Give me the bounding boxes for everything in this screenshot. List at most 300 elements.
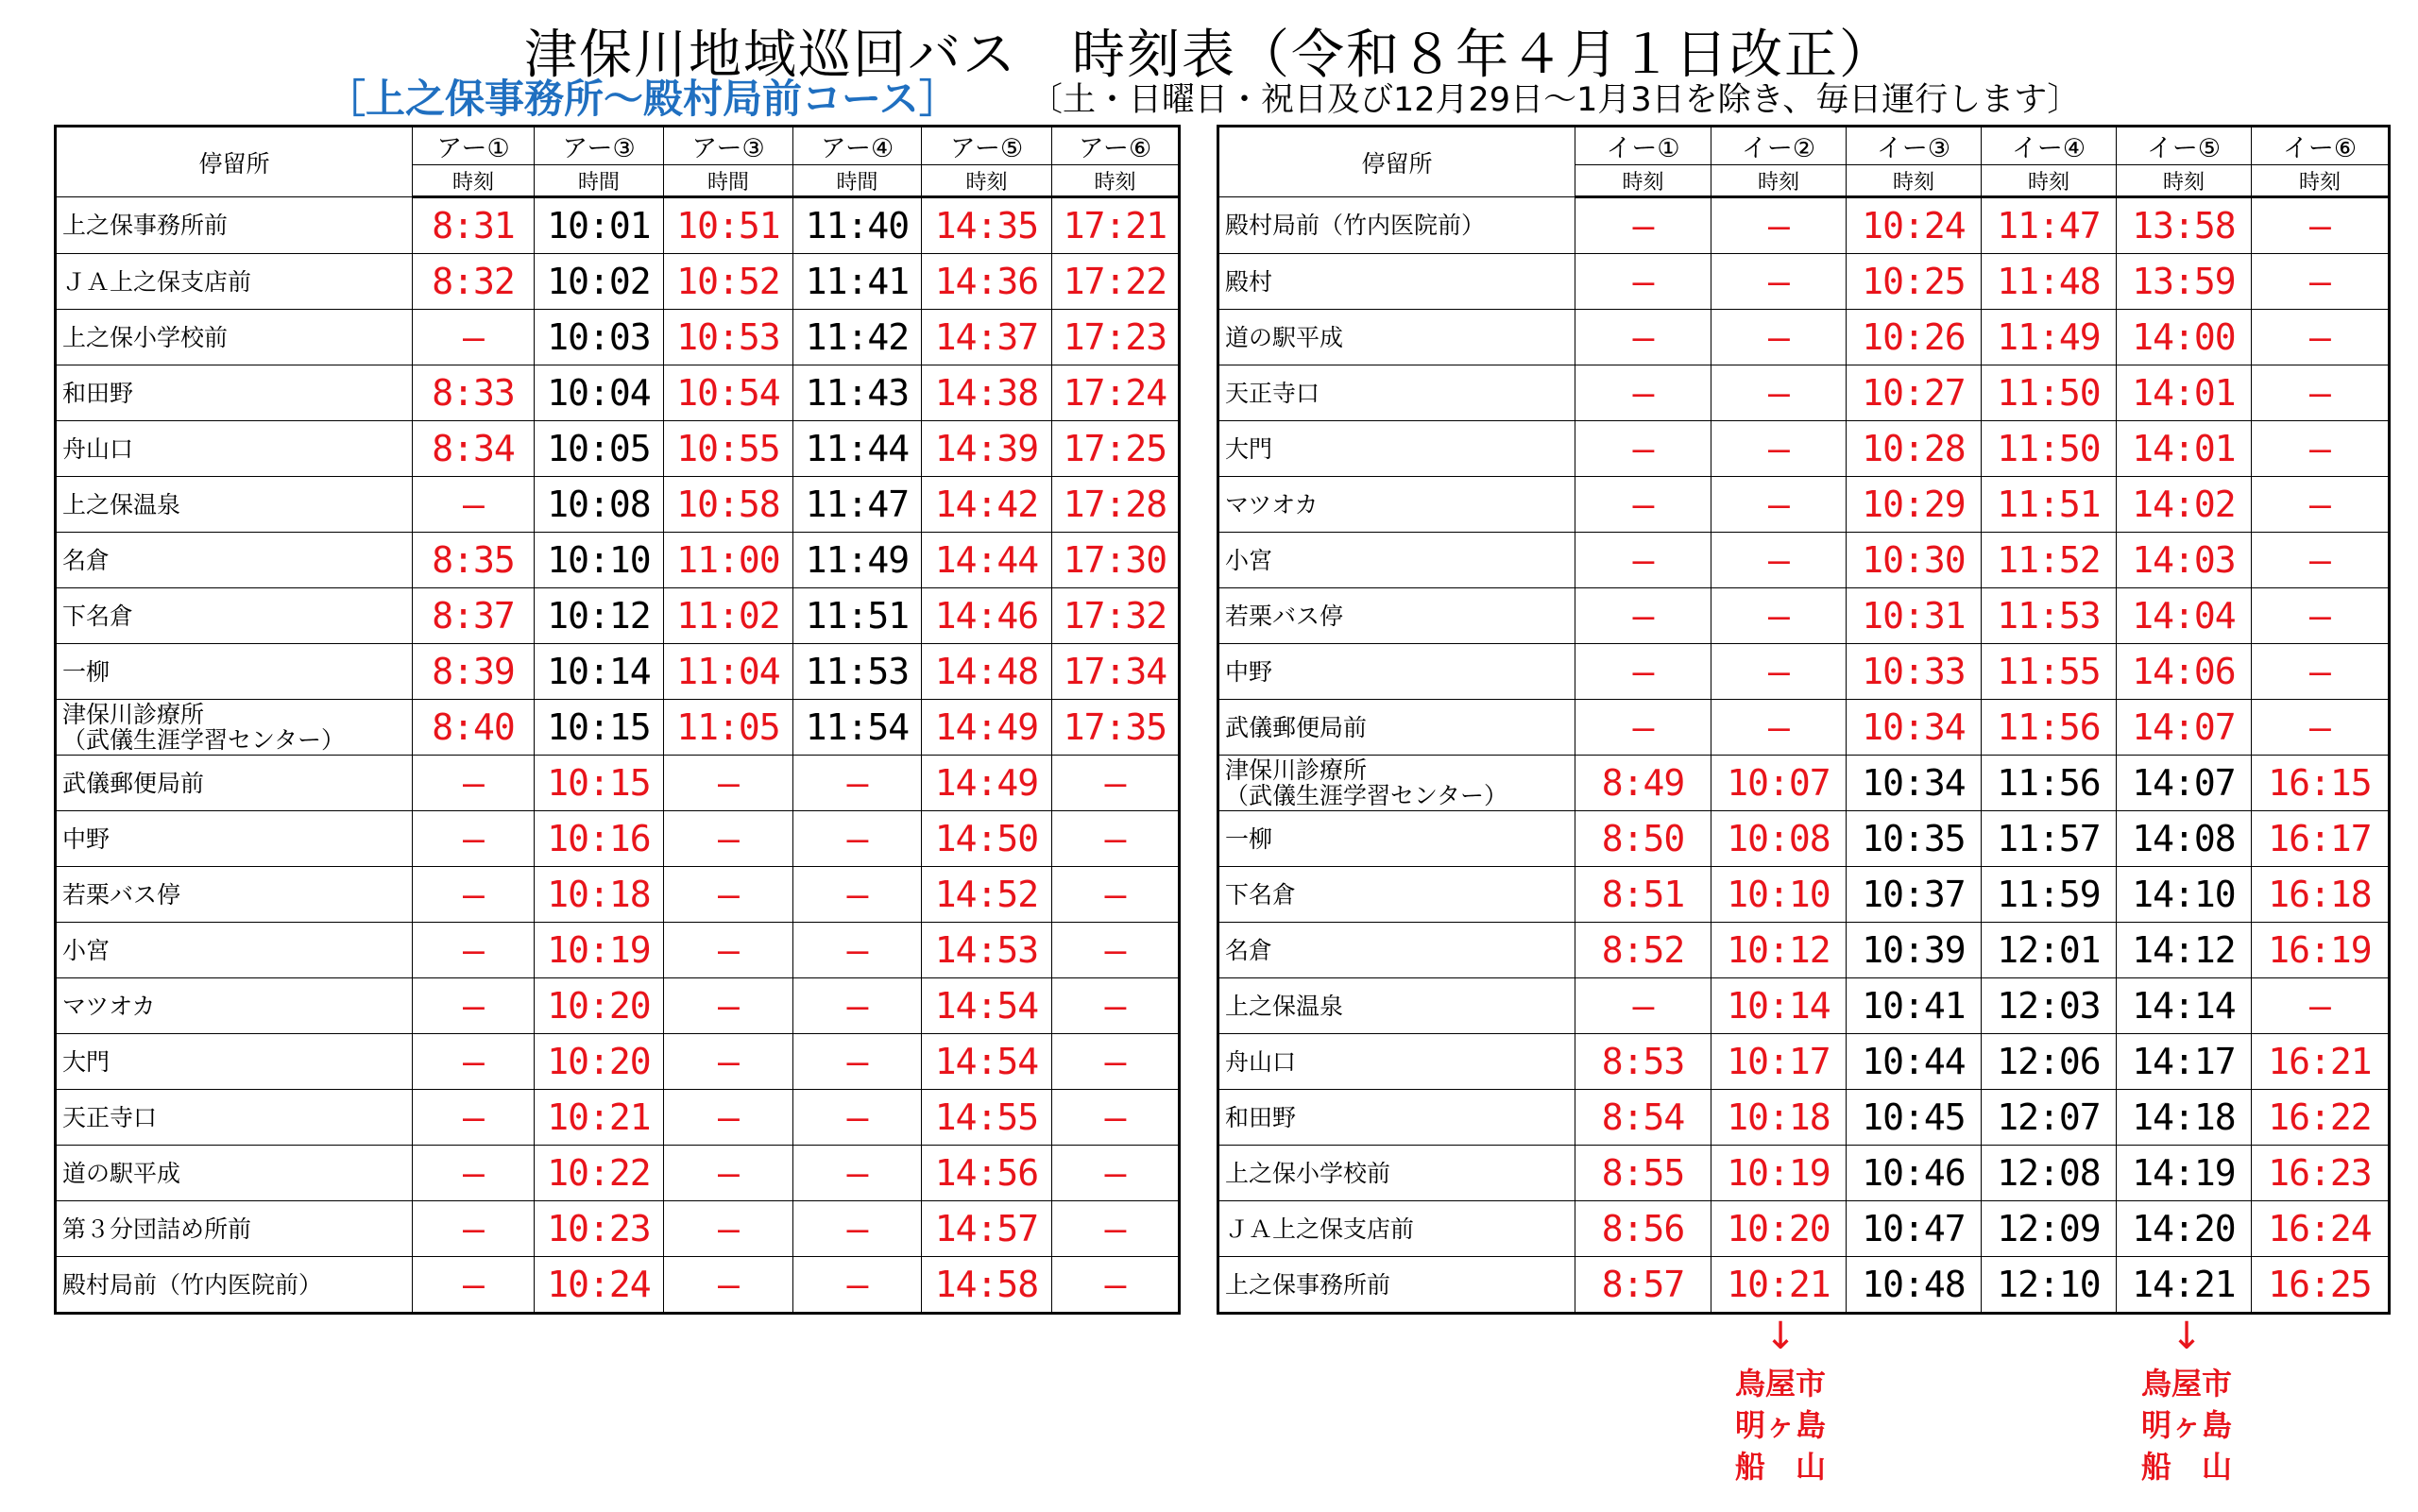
stop-name-text: ＪＡ上之保支店前 <box>1225 1215 1415 1243</box>
time-cell: — <box>2252 700 2390 756</box>
time-cell: 12:01 <box>1982 923 2117 978</box>
time-cell: — <box>1711 421 1847 477</box>
stop-name-text: 若栗バス停 <box>1225 602 1344 630</box>
time-cell: 10:58 <box>664 477 793 533</box>
time-cell: 12:03 <box>1982 978 2117 1034</box>
stop-name <box>1218 811 1575 867</box>
stop-name-text: 上之保事務所前 <box>62 212 229 239</box>
time-cell: 10:17 <box>1711 1034 1847 1090</box>
time-cell: 10:19 <box>1711 1146 1847 1201</box>
destination-note-2 <box>2135 1317 2239 1487</box>
time-cell: — <box>793 1257 922 1314</box>
time-cell: — <box>1052 923 1180 978</box>
course-label: ［上之保事務所～殿村局前コース］ <box>326 76 959 122</box>
time-cell: 14:54 <box>922 978 1052 1034</box>
time-cell: 10:20 <box>535 978 664 1034</box>
time-cell: — <box>2252 477 2390 533</box>
time-cell: — <box>1052 1146 1180 1201</box>
stop-name <box>56 644 413 700</box>
time-cell: 16:21 <box>2252 1034 2390 1090</box>
time-cell: 14:55 <box>922 1090 1052 1146</box>
time-cell: — <box>1575 254 1711 310</box>
stop-name <box>56 756 413 811</box>
time-cell: 17:22 <box>1052 254 1180 310</box>
stop-name-text: 上之保温泉 <box>62 490 181 518</box>
table-row <box>56 1146 1180 1201</box>
stop-name-text: 大門 <box>1225 434 1273 463</box>
table-row <box>56 811 1180 867</box>
time-cell: 11:04 <box>664 644 793 700</box>
time-cell: 17:35 <box>1052 700 1180 756</box>
time-cell: 14:00 <box>2117 310 2252 365</box>
table-row <box>1218 1257 2390 1314</box>
time-cell: — <box>664 923 793 978</box>
time-cell: — <box>1052 978 1180 1034</box>
time-cell: 10:12 <box>1711 923 1847 978</box>
time-cell: 14:48 <box>922 644 1052 700</box>
right-timetable <box>1217 125 2391 1315</box>
time-cell: 8:53 <box>1575 1034 1711 1090</box>
time-cell: 10:23 <box>535 1201 664 1257</box>
time-cell: 11:02 <box>664 588 793 644</box>
time-cell: 8:32 <box>413 254 535 310</box>
time-cell: 16:15 <box>2252 756 2390 811</box>
stop-name <box>1218 700 1575 756</box>
time-cell: 17:23 <box>1052 310 1180 365</box>
stop-name <box>56 1257 413 1314</box>
column-code: イー② <box>1711 127 1847 165</box>
stop-name <box>1218 644 1575 700</box>
time-cell: — <box>1052 1257 1180 1314</box>
time-cell: 10:02 <box>535 254 664 310</box>
time-cell: 8:37 <box>413 588 535 644</box>
stop-name-text: 殿村 <box>1225 267 1273 296</box>
time-cell: 10:55 <box>664 421 793 477</box>
stop-name-text: 大門 <box>62 1047 111 1076</box>
time-cell: 11:00 <box>664 533 793 588</box>
stop-name <box>1218 1034 1575 1090</box>
time-cell: 14:01 <box>2117 421 2252 477</box>
table-row <box>1218 1146 2390 1201</box>
time-cell: 8:55 <box>1575 1146 1711 1201</box>
stop-name-text: 上之保事務所前 <box>1225 1270 1391 1299</box>
time-cell: 16:24 <box>2252 1201 2390 1257</box>
time-cell: 14:39 <box>922 421 1052 477</box>
stop-name <box>1218 1146 1575 1201</box>
stop-name-text: 道の駅平成 <box>62 1159 181 1187</box>
time-cell: — <box>1711 197 1847 254</box>
stop-name <box>1218 978 1575 1034</box>
time-cell: 14:03 <box>2117 533 2252 588</box>
time-cell: 16:22 <box>2252 1090 2390 1146</box>
table-row <box>1218 421 2390 477</box>
time-cell: 14:49 <box>922 700 1052 756</box>
stop-name <box>56 421 413 477</box>
time-cell: 11:56 <box>1982 756 2117 811</box>
time-cell: 10:07 <box>1711 756 1847 811</box>
destination-lines <box>2135 1363 2239 1487</box>
time-cell: 14:57 <box>922 1201 1052 1257</box>
table-row <box>56 756 1180 811</box>
time-cell: 16:17 <box>2252 811 2390 867</box>
table-row <box>56 978 1180 1034</box>
stop-name-text: 上之保小学校前 <box>1225 1159 1391 1187</box>
time-cell: — <box>1711 477 1847 533</box>
time-cell: 14:37 <box>922 310 1052 365</box>
stop-name <box>56 700 413 756</box>
left-timetable-body <box>56 197 1180 1314</box>
time-cell: 10:18 <box>1711 1090 1847 1146</box>
stop-name-text: 名倉 <box>62 546 111 574</box>
time-cell: — <box>1575 978 1711 1034</box>
time-cell: 14:52 <box>922 867 1052 923</box>
time-cell: 14:53 <box>922 923 1052 978</box>
time-cell: 14:50 <box>922 811 1052 867</box>
stop-name <box>1218 197 1575 254</box>
time-cell: 10:19 <box>535 923 664 978</box>
stop-name-sub: （武儀生涯学習センター） <box>62 726 346 754</box>
time-cell: 17:25 <box>1052 421 1180 477</box>
time-cell: 10:33 <box>1847 644 1982 700</box>
time-cell: 14:08 <box>2117 811 2252 867</box>
time-cell: — <box>1575 365 1711 421</box>
time-cell: — <box>413 756 535 811</box>
time-cell: 11:51 <box>793 588 922 644</box>
table-row <box>56 365 1180 421</box>
stop-name <box>1218 1090 1575 1146</box>
time-cell: 8:57 <box>1575 1257 1711 1314</box>
column-code: イー⑤ <box>2117 127 2252 165</box>
time-cell: — <box>1052 1034 1180 1090</box>
time-cell: — <box>1711 700 1847 756</box>
time-cell: 10:48 <box>1847 1257 1982 1314</box>
table-row <box>1218 533 2390 588</box>
time-cell: 10:16 <box>535 811 664 867</box>
time-cell: 13:59 <box>2117 254 2252 310</box>
time-cell: 10:21 <box>1711 1257 1847 1314</box>
table-row <box>56 421 1180 477</box>
time-cell: — <box>664 1034 793 1090</box>
table-row <box>56 923 1180 978</box>
time-cell: 8:51 <box>1575 867 1711 923</box>
time-cell: — <box>664 1257 793 1314</box>
time-cell: — <box>1711 365 1847 421</box>
time-cell: 10:24 <box>1847 197 1982 254</box>
stop-name <box>1218 1257 1575 1314</box>
time-cell: 10:54 <box>664 365 793 421</box>
time-cell: 17:32 <box>1052 588 1180 644</box>
stop-name <box>1218 867 1575 923</box>
time-cell: 8:50 <box>1575 811 1711 867</box>
time-cell: 10:47 <box>1847 1201 1982 1257</box>
table-row <box>1218 365 2390 421</box>
time-cell: — <box>413 1257 535 1314</box>
time-cell: — <box>2252 197 2390 254</box>
time-cell: 10:14 <box>1711 978 1847 1034</box>
time-cell: 10:41 <box>1847 978 1982 1034</box>
table-row <box>56 1201 1180 1257</box>
time-cell: — <box>664 811 793 867</box>
stop-name-text: 若栗バス停 <box>62 880 181 909</box>
time-cell: 10:30 <box>1847 533 1982 588</box>
time-cell: 11:51 <box>1982 477 2117 533</box>
time-cell: 12:06 <box>1982 1034 2117 1090</box>
time-cell: 10:52 <box>664 254 793 310</box>
time-cell: 12:07 <box>1982 1090 2117 1146</box>
stop-name-text: 小宮 <box>62 936 111 964</box>
column-sub: 時刻 <box>1711 165 1847 197</box>
time-cell: 10:31 <box>1847 588 1982 644</box>
stop-name-text: 天正寺口 <box>1225 379 1320 407</box>
column-code: イー⑥ <box>2252 127 2390 165</box>
time-cell: — <box>664 867 793 923</box>
time-cell: 10:53 <box>664 310 793 365</box>
stop-name-text: 下名倉 <box>1225 880 1297 909</box>
time-cell: 10:29 <box>1847 477 1982 533</box>
time-cell: 12:10 <box>1982 1257 2117 1314</box>
stop-name <box>56 533 413 588</box>
time-cell: — <box>793 756 922 811</box>
stop-name <box>56 1146 413 1201</box>
stop-name-text: 名倉 <box>1225 936 1273 964</box>
time-cell: — <box>2252 421 2390 477</box>
stop-name <box>56 811 413 867</box>
time-cell: 10:34 <box>1847 700 1982 756</box>
time-cell: 14:38 <box>922 365 1052 421</box>
time-cell: 11:52 <box>1982 533 2117 588</box>
table-row <box>56 533 1180 588</box>
stop-name <box>56 1034 413 1090</box>
time-cell: 10:12 <box>535 588 664 644</box>
column-code: アー④ <box>793 127 922 165</box>
time-cell: 10:39 <box>1847 923 1982 978</box>
stop-name <box>1218 756 1575 811</box>
column-code: アー⑥ <box>1052 127 1180 165</box>
stop-name <box>1218 254 1575 310</box>
time-cell: — <box>413 978 535 1034</box>
time-cell: 10:26 <box>1847 310 1982 365</box>
column-code: アー⑤ <box>922 127 1052 165</box>
table-row <box>1218 254 2390 310</box>
time-cell: 11:59 <box>1982 867 2117 923</box>
time-cell: 14:06 <box>2117 644 2252 700</box>
stop-name <box>1218 365 1575 421</box>
time-cell: 14:17 <box>2117 1034 2252 1090</box>
time-cell: 11:47 <box>793 477 922 533</box>
time-cell: — <box>793 1146 922 1201</box>
stop-name-text: ＪＡ上之保支店前 <box>62 267 252 296</box>
column-code: アー③ <box>535 127 664 165</box>
time-cell: 8:52 <box>1575 923 1711 978</box>
destination-line: 明ヶ島 <box>2140 1407 2232 1443</box>
time-cell: 14:19 <box>2117 1146 2252 1201</box>
column-sub: 時間 <box>793 165 922 197</box>
table-row <box>1218 923 2390 978</box>
time-cell: — <box>413 867 535 923</box>
time-cell: — <box>793 1034 922 1090</box>
stop-name-text: 和田野 <box>62 379 134 407</box>
stop-name-text: 一柳 <box>62 657 111 686</box>
time-cell: 16:18 <box>2252 867 2390 923</box>
time-cell: 10:44 <box>1847 1034 1982 1090</box>
stop-name-text: 中野 <box>1225 657 1273 686</box>
stop-header: 停留所 <box>1218 127 1575 197</box>
time-cell: — <box>413 477 535 533</box>
table-row <box>1218 197 2390 254</box>
stop-name-text: マツオカ <box>62 992 156 1020</box>
time-cell: 17:34 <box>1052 644 1180 700</box>
right-timetable-body <box>1218 197 2390 1314</box>
time-cell: — <box>413 310 535 365</box>
time-cell: 11:50 <box>1982 365 2117 421</box>
table-row <box>1218 756 2390 811</box>
time-cell: 10:34 <box>1847 756 1982 811</box>
time-cell: — <box>1575 533 1711 588</box>
time-cell: — <box>1052 756 1180 811</box>
time-cell: 14:10 <box>2117 867 2252 923</box>
time-cell: — <box>1711 533 1847 588</box>
time-cell: 8:54 <box>1575 1090 1711 1146</box>
time-cell: 10:15 <box>535 700 664 756</box>
time-cell: — <box>1711 644 1847 700</box>
time-cell: 17:24 <box>1052 365 1180 421</box>
table-row <box>1218 1201 2390 1257</box>
column-code: アー① <box>413 127 535 165</box>
time-cell: — <box>2252 644 2390 700</box>
time-cell: — <box>664 756 793 811</box>
stop-name <box>1218 923 1575 978</box>
time-cell: 10:14 <box>535 644 664 700</box>
time-cell: 14:18 <box>2117 1090 2252 1146</box>
time-cell: — <box>1575 197 1711 254</box>
left-timetable <box>54 125 1181 1315</box>
time-cell: 8:31 <box>413 197 535 254</box>
stop-name-text: 舟山口 <box>1225 1047 1297 1076</box>
stop-name-text: 小宮 <box>1225 546 1273 574</box>
table-row <box>56 477 1180 533</box>
time-cell: 14:20 <box>2117 1201 2252 1257</box>
stop-name-text: 一柳 <box>1225 824 1273 853</box>
stop-header: 停留所 <box>56 127 413 197</box>
time-cell: 10:04 <box>535 365 664 421</box>
time-cell: — <box>1052 867 1180 923</box>
time-cell: — <box>793 811 922 867</box>
table-row <box>1218 1090 2390 1146</box>
column-code: アー③ <box>664 127 793 165</box>
time-cell: 8:49 <box>1575 756 1711 811</box>
time-cell: 10:10 <box>1711 867 1847 923</box>
time-cell: 14:07 <box>2117 756 2252 811</box>
table-row <box>56 254 1180 310</box>
time-cell: 11:49 <box>793 533 922 588</box>
stop-name <box>56 477 413 533</box>
table-row <box>56 644 1180 700</box>
time-cell: 11:05 <box>664 700 793 756</box>
time-cell: 10:45 <box>1847 1090 1982 1146</box>
time-cell: 13:58 <box>2117 197 2252 254</box>
operation-note: 〔土・日曜日・祝日及び12月29日～1月3日を除き、毎日運行します〕 <box>1030 81 2081 119</box>
stop-name-text: 天正寺口 <box>62 1103 158 1131</box>
stop-name <box>1218 421 1575 477</box>
time-cell: 16:19 <box>2252 923 2390 978</box>
time-cell: — <box>793 867 922 923</box>
time-cell: 11:48 <box>1982 254 2117 310</box>
destination-lines <box>1728 1363 1832 1487</box>
time-cell: — <box>1575 477 1711 533</box>
time-cell: 14:54 <box>922 1034 1052 1090</box>
column-sub: 時刻 <box>2252 165 2390 197</box>
time-cell: — <box>2252 365 2390 421</box>
time-cell: 11:57 <box>1982 811 2117 867</box>
time-cell: 10:20 <box>1711 1201 1847 1257</box>
destination-line: 明ヶ島 <box>1734 1407 1826 1443</box>
time-cell: — <box>413 811 535 867</box>
header-row <box>1218 127 2390 165</box>
time-cell: — <box>1575 310 1711 365</box>
table-row <box>1218 867 2390 923</box>
column-code: イー③ <box>1847 127 1982 165</box>
stop-name-text: 下名倉 <box>62 602 134 630</box>
column-code: イー① <box>1575 127 1711 165</box>
time-cell: 14:35 <box>922 197 1052 254</box>
time-cell: — <box>1575 644 1711 700</box>
time-cell: 11:42 <box>793 310 922 365</box>
stop-name <box>1218 1201 1575 1257</box>
column-sub: 時間 <box>664 165 793 197</box>
time-cell: 11:56 <box>1982 700 2117 756</box>
time-cell: 10:27 <box>1847 365 1982 421</box>
stop-name <box>56 1201 413 1257</box>
time-cell: 11:50 <box>1982 421 2117 477</box>
stop-name <box>56 365 413 421</box>
table-row <box>1218 477 2390 533</box>
time-cell: 10:51 <box>664 197 793 254</box>
stop-name <box>56 197 413 254</box>
time-cell: — <box>793 923 922 978</box>
table-row <box>56 700 1180 756</box>
column-sub: 時刻 <box>1575 165 1711 197</box>
table-row <box>56 1034 1180 1090</box>
time-cell: 10:05 <box>535 421 664 477</box>
time-cell: 11:47 <box>1982 197 2117 254</box>
time-cell: 8:39 <box>413 644 535 700</box>
stop-name-sub: （武儀生涯学習センター） <box>1225 782 1508 809</box>
stop-name-text: 武儀郵便局前 <box>62 769 205 797</box>
time-cell: 10:24 <box>535 1257 664 1314</box>
page-title: 津保川地域巡回バス 時刻表（令和８年４月１日改正） <box>524 25 1894 86</box>
stop-name <box>56 588 413 644</box>
table-row <box>56 1257 1180 1314</box>
table-row <box>1218 1034 2390 1090</box>
time-cell: — <box>664 1201 793 1257</box>
time-cell: 14:36 <box>922 254 1052 310</box>
stop-name-text: 武儀郵便局前 <box>1225 713 1368 741</box>
time-cell: — <box>413 923 535 978</box>
time-cell: — <box>1052 811 1180 867</box>
time-cell: 11:43 <box>793 365 922 421</box>
time-cell: — <box>1052 1201 1180 1257</box>
time-cell: 8:56 <box>1575 1201 1711 1257</box>
time-cell: 17:30 <box>1052 533 1180 588</box>
stop-name-text: 和田野 <box>1225 1103 1297 1131</box>
stop-name-text: 津保川診療所 <box>1225 756 1368 784</box>
time-cell: 14:46 <box>922 588 1052 644</box>
destination-note-1 <box>1728 1317 1832 1487</box>
time-cell: 10:01 <box>535 197 664 254</box>
time-cell: 14:44 <box>922 533 1052 588</box>
destination-line: 船 山 <box>2140 1449 2232 1485</box>
table-row <box>56 1090 1180 1146</box>
